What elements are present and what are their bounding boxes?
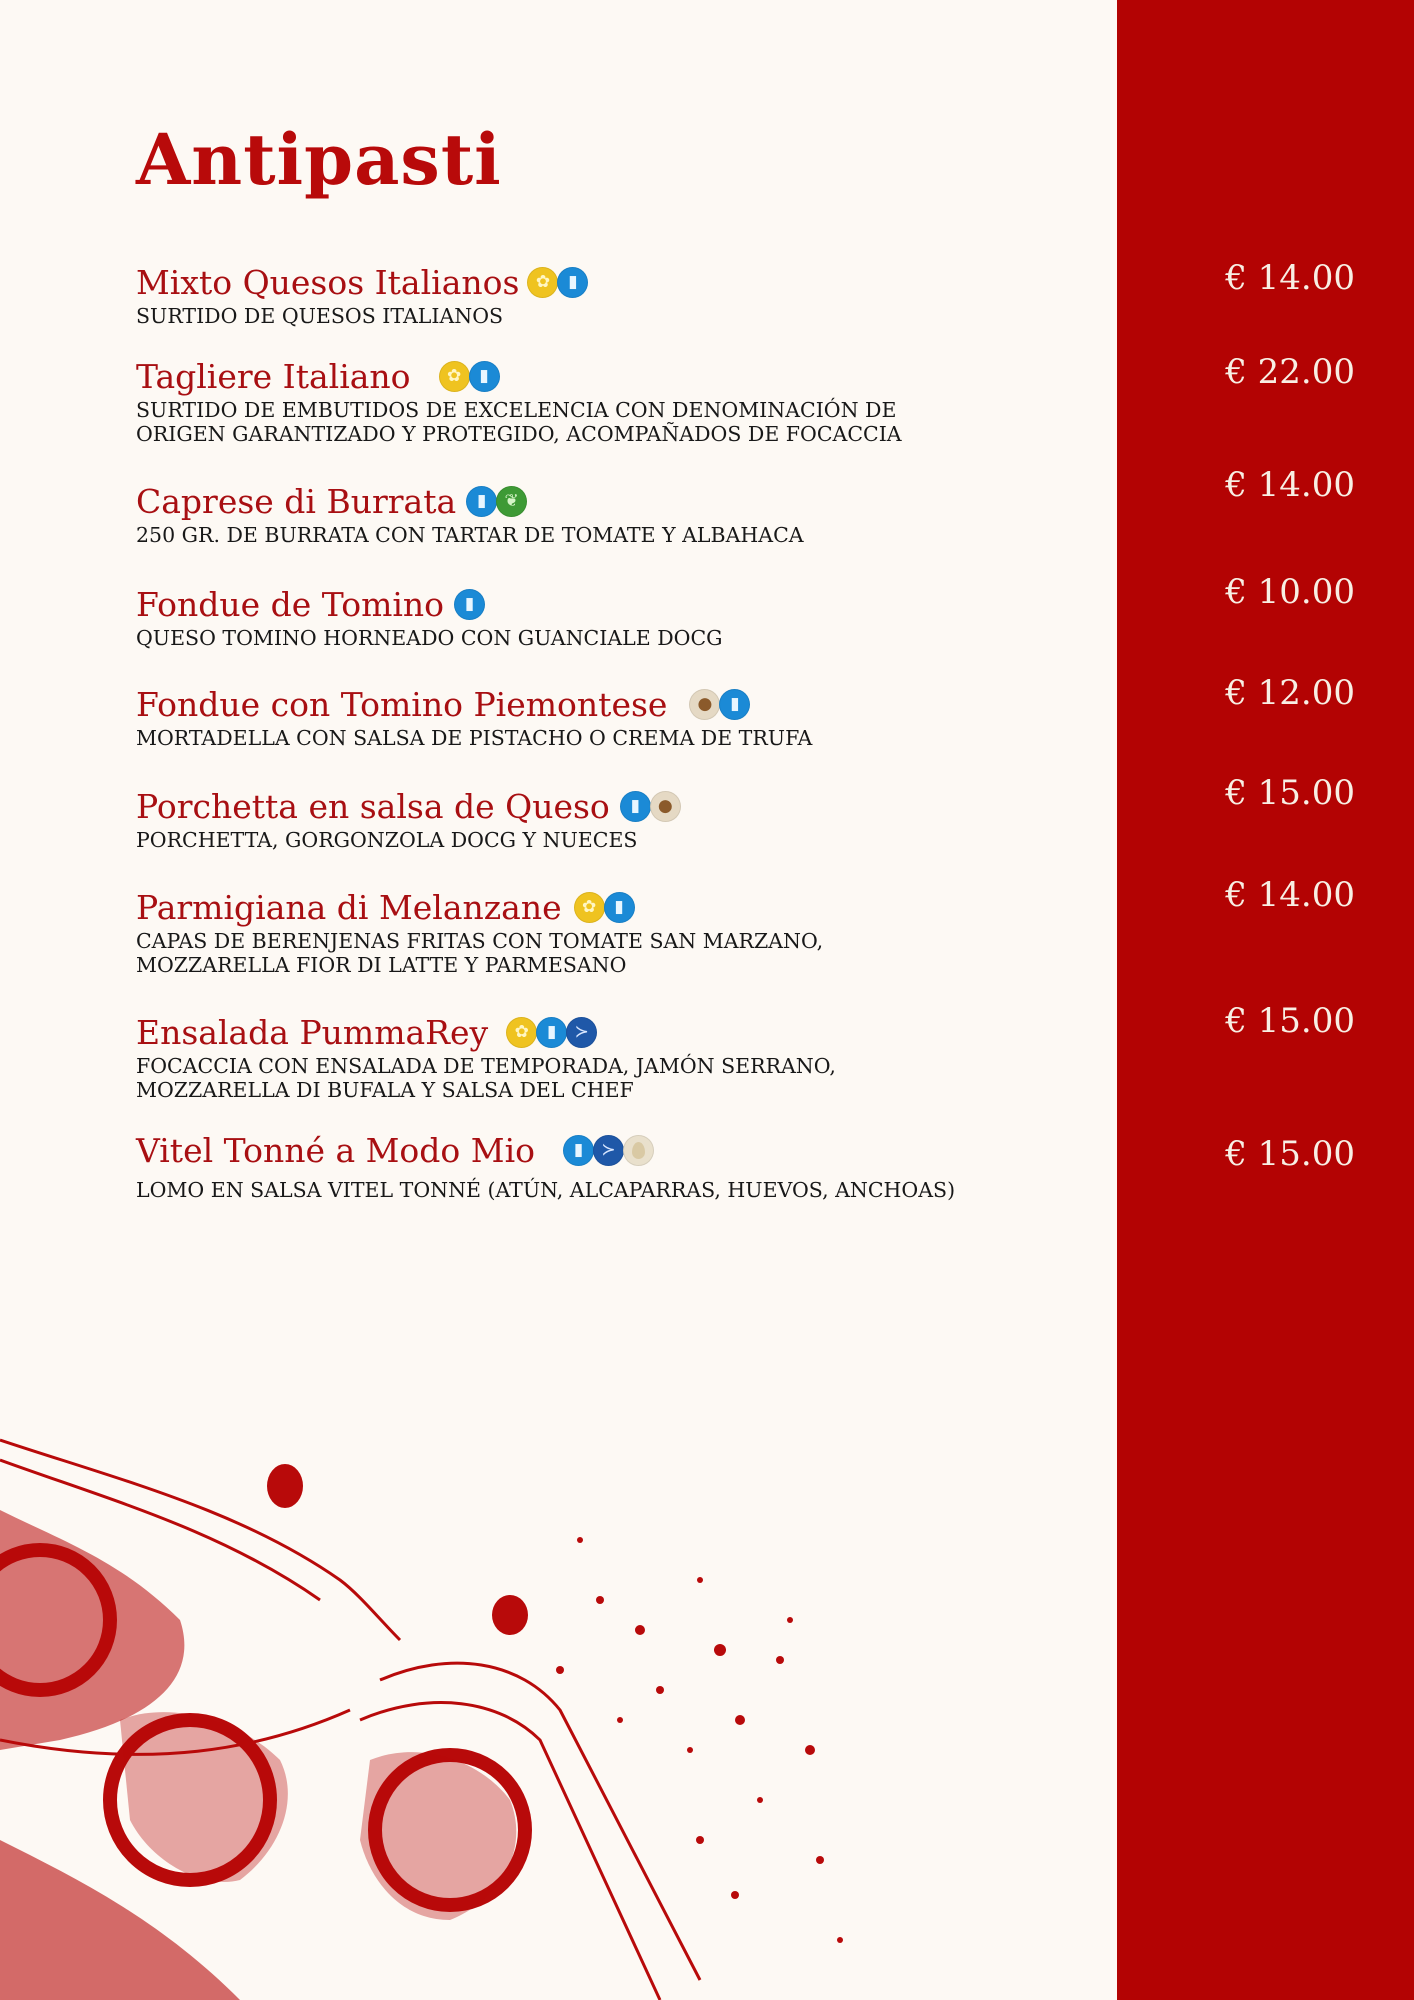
menu-item	[136, 479, 1096, 547]
price-column-band	[1117, 0, 1414, 2000]
lactose-icon: ▮	[620, 791, 651, 822]
allergen-icons	[506, 1017, 596, 1048]
menu-item-description: FOCACCIA CON ENSALADA DE TEMPORADA, JAMÓN SERRANO, MOZZARELLA DI BUFALA Y SALSA DEL CHEF	[136, 1054, 836, 1102]
lactose-icon: ▮	[536, 1017, 567, 1048]
lactose-icon: ▮	[466, 486, 497, 517]
menu-item	[136, 354, 1096, 446]
menu-item	[136, 1010, 1096, 1102]
menu-item	[136, 582, 1096, 650]
allergen-icons	[454, 589, 484, 620]
vegetarian-icon: ❦	[496, 486, 527, 517]
lactose-icon: ▮	[604, 892, 635, 923]
menu-item-name: Tagliere Italiano	[136, 356, 411, 396]
menu-item-description: PORCHETTA, GORGONZOLA DOCG Y NUECES	[136, 828, 638, 852]
nuts-icon: ●	[650, 791, 681, 822]
egg-icon	[623, 1135, 654, 1166]
menu-item	[136, 682, 1096, 750]
menu-item-description: 250 GR. DE BURRATA CON TARTAR DE TOMATE Y ALBAHACA	[136, 523, 804, 547]
lactose-icon: ▮	[719, 689, 750, 720]
allergen-icons	[620, 791, 680, 822]
allergen-icons	[563, 1135, 653, 1166]
allergen-icons	[689, 689, 749, 720]
menu-item-description: LOMO EN SALSA VITEL TONNÉ (ATÚN, ALCAPARRAS, HUEVOS, ANCHOAS)	[136, 1178, 956, 1202]
menu-item-name: Fondue con Tomino Piemontese	[136, 684, 668, 724]
fish-icon: ≻	[593, 1135, 624, 1166]
menu-item-price: € 14.00	[1225, 465, 1355, 505]
fish-icon: ≻	[566, 1017, 597, 1048]
menu-item-description: MORTADELLA CON SALSA DE PISTACHO O CREMA DE TRUFA	[136, 726, 813, 750]
menu-item-price: € 14.00	[1225, 875, 1355, 915]
menu-item	[136, 885, 1096, 977]
lactose-icon: ▮	[563, 1135, 594, 1166]
lactose-icon: ▮	[454, 589, 485, 620]
menu-item-description: SURTIDO DE EMBUTIDOS DE EXCELENCIA CON DENOMINACIÓN DE ORIGEN GARANTIZADO Y PROTEGIDO, ACOMPAÑADOS DE FOCACCIA	[136, 398, 902, 446]
menu-item-name: Mixto Quesos Italianos	[136, 262, 520, 302]
menu-item-name: Ensalada PummaRey	[136, 1012, 489, 1052]
menu-item	[136, 260, 1096, 328]
pizza-illustration	[0, 1420, 870, 2000]
menu-item-name: Parmigiana di Melanzane	[136, 887, 562, 927]
menu-item-name: Vitel Tonné a Modo Mio	[136, 1130, 535, 1170]
allergen-icons	[527, 267, 587, 298]
menu-item-price: € 22.00	[1225, 352, 1355, 392]
gluten-icon: ✿	[527, 267, 558, 298]
allergen-icons	[466, 486, 526, 517]
menu-item-name: Porchetta en salsa de Queso	[136, 786, 610, 826]
menu-item	[136, 784, 1096, 852]
lactose-icon: ▮	[469, 361, 500, 392]
menu-item-price: € 15.00	[1225, 1001, 1355, 1041]
menu-item-description: QUESO TOMINO HORNEADO CON GUANCIALE DOCG	[136, 626, 723, 650]
menu-item-price: € 10.00	[1225, 572, 1355, 612]
page-title: Antipasti	[136, 118, 502, 201]
menu-item-name: Fondue de Tomino	[136, 584, 445, 624]
allergen-icons	[574, 892, 634, 923]
lactose-icon: ▮	[557, 267, 588, 298]
nuts-icon: ●	[689, 689, 720, 720]
menu-item-price: € 12.00	[1225, 673, 1355, 713]
gluten-icon: ✿	[439, 361, 470, 392]
menu-item-price: € 15.00	[1225, 1134, 1355, 1174]
gluten-icon: ✿	[574, 892, 605, 923]
menu-item-name: Caprese di Burrata	[136, 481, 457, 521]
menu-item-description: CAPAS DE BERENJENAS FRITAS CON TOMATE SAN MARZANO, MOZZARELLA FIOR DI LATTE Y PARMESANO	[136, 929, 824, 977]
menu-item	[136, 1128, 1096, 1202]
menu-item-description: SURTIDO DE QUESOS ITALIANOS	[136, 304, 504, 328]
menu-item-price: € 15.00	[1225, 773, 1355, 813]
allergen-icons	[439, 361, 499, 392]
gluten-icon: ✿	[506, 1017, 537, 1048]
menu-item-price: € 14.00	[1225, 258, 1355, 298]
